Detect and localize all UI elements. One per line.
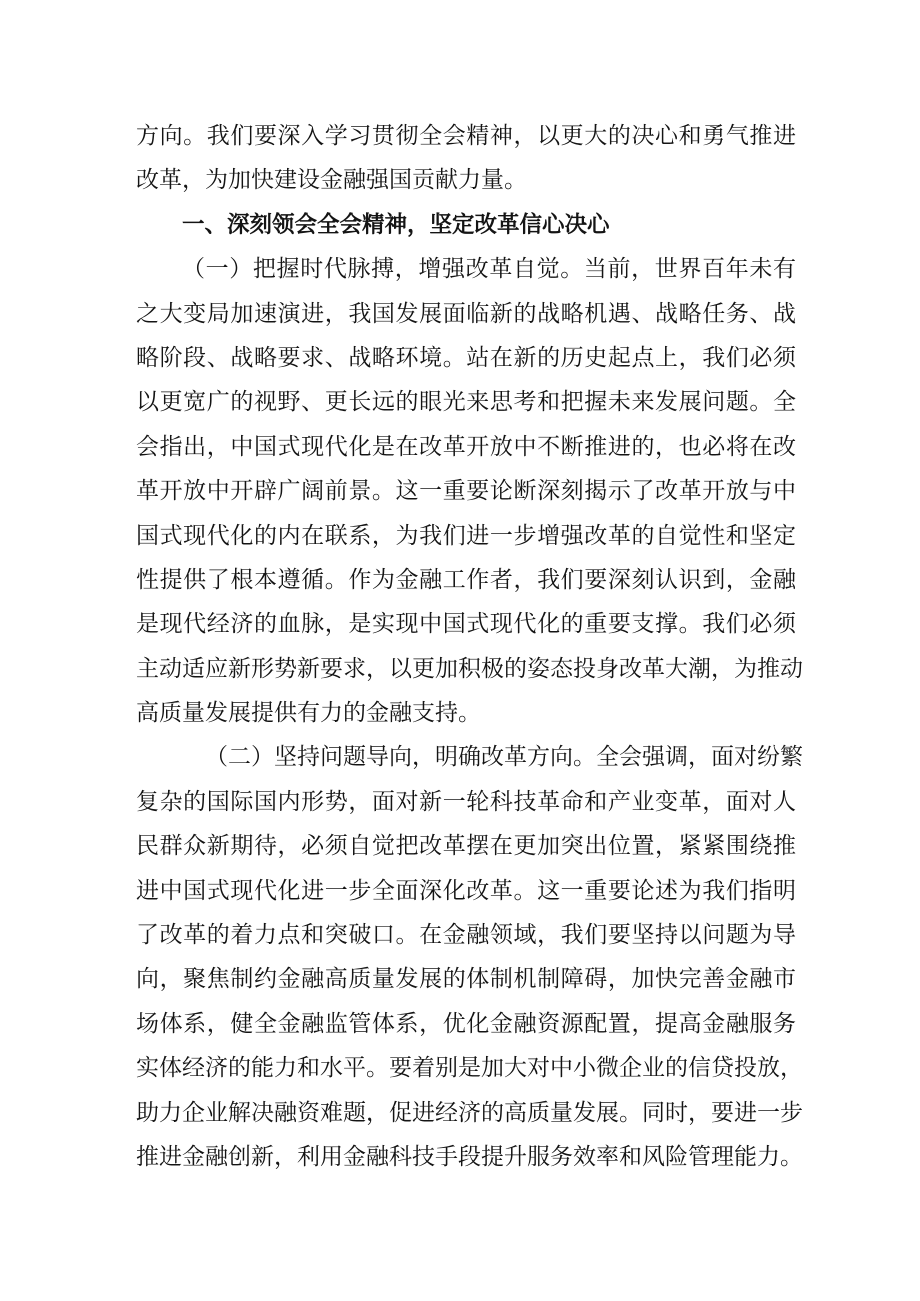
paragraph2-line-1: （二）坚持问题导向，明确改革方向。全会强调，面对纷繁 (205, 744, 803, 771)
paragraph1-line-2: 之大变局加速演进，我国发展面临新的战略机遇、战略任务、战 (136, 300, 796, 327)
intro-line-1: 方向。我们要深入学习贯彻全会精神，以更大的决心和勇气推进 (136, 123, 796, 149)
paragraph1-line-6: 革开放中开辟广阔前景。这一重要论断深刻揭示了改革开放与中 (136, 478, 796, 505)
paragraph1-line-5: 会指出，中国式现代化是在改革开放中不断推进的，也必将在改 (136, 433, 796, 460)
intro-line-2: 改革，为加快建设金融强国贡献力量。 (136, 167, 527, 194)
section-heading: 一、深刻领会全会精神，坚定改革信心决心 (182, 211, 610, 238)
document-body (136, 114, 803, 1179)
paragraph2-line-8: 实体经济的能力和水平。要着别是加大对中小微企业的信贷投放， (136, 1055, 803, 1082)
paragraph1-line-4: 以更宽广的视野、更长远的眼光来思考和把握未来发展问题。全 (136, 389, 796, 416)
paragraph1-line-3: 略阶段、战略要求、战略环境。站在新的历史起点上，我们必须 (136, 344, 796, 371)
paragraph1-line-11: 高质量发展提供有力的金融支持。 (136, 700, 481, 727)
paragraph1-line-9: 是现代经济的血脉，是实现中国式现代化的重要支撑。我们必须 (136, 611, 796, 638)
paragraph2-line-3: 民群众新期待，必须自觉把改革摆在更加突出位置，紧紧围绕推 (136, 833, 796, 860)
paragraph2-line-4: 进中国式现代化进一步全面深化改革。这一重要论述为我们指明 (136, 877, 796, 904)
paragraph1-line-8: 性提供了根本遵循。作为金融工作者，我们要深刻认识到，金融 (136, 566, 796, 593)
paragraph2-line-5: 了改革的着力点和突破口。在金融领域，我们要坚持以问题为导 (136, 922, 796, 949)
paragraph1-line-10: 主动适应新形势新要求，以更加积极的姿态投身改革大潮，为推动 (136, 655, 803, 682)
paragraph1-line-1: （一）把握时代脉搏，增强改革自觉。当前，世界百年未有 (182, 256, 796, 283)
paragraph2-line-10: 推进金融创新，利用金融科技手段提升服务效率和风险管理能力。 (136, 1143, 803, 1170)
paragraph2-line-7: 场体系，健全金融监管体系，优化金融资源配置，提高金融服务 (136, 1010, 796, 1037)
paragraph2-line-9: 助力企业解决融资难题，促进经济的高质量发展。同时，要进一步 (136, 1099, 803, 1126)
paragraph1-line-7: 国式现代化的内在联系，为我们进一步增强改革的自觉性和坚定 (136, 522, 796, 549)
paragraph2-line-2: 复杂的国际国内形势，面对新一轮科技革命和产业变革，面对人 (136, 788, 796, 815)
paragraph2-line-6: 向，聚焦制约金融高质量发展的体制机制障碍，加快完善金融市 (136, 966, 796, 993)
